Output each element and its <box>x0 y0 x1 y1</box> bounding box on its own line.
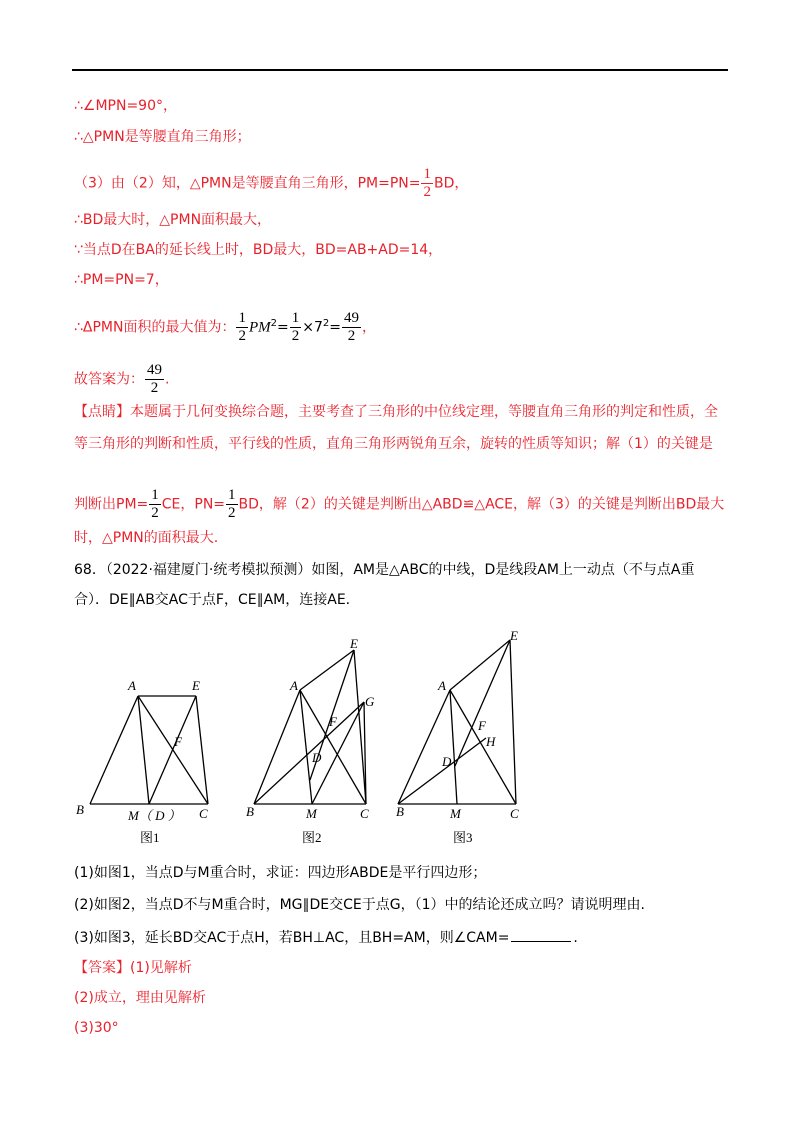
answer-line-2: (2)成立，理由见解析 <box>74 990 206 1006</box>
fig3-label-F: F <box>478 718 486 733</box>
solution-line-3: （3）由（2）知，△PMN是等腰直角三角形，PM=PN= $\frac{1}{2}$ BD， <box>74 166 469 200</box>
comment-line-4: 时，△PMN的面积最大. <box>74 530 219 546</box>
fig1-label-MD: M（ D ） <box>128 808 181 823</box>
solution-line-6: ∴PM=PN=7， <box>74 272 169 288</box>
fig3-label-D: D <box>442 754 452 769</box>
fig2-label-E: E <box>350 636 358 651</box>
fig2-label-F: F <box>329 714 337 729</box>
figure-2 <box>254 650 366 804</box>
answer-blank <box>511 927 571 942</box>
fig2-label-G: G <box>365 694 375 709</box>
fig1-label-E: E <box>192 678 200 693</box>
fig2-label-A: A <box>290 678 298 693</box>
question-3: (3)如图3，延长BD交AC于点H，若BH⊥AC，且BH=AM，则∠CAM= . <box>74 927 578 948</box>
figure-1 <box>90 696 208 804</box>
fig1-label-A: A <box>128 678 136 693</box>
comment-line-3: 判断出PM= $\frac{1}{2}$ CE，PN= $\frac{1}{2}$ BD，解（2）的关键是判断出△ABD≌△ACE，解（3）的关键是判断出BD最大 <box>74 487 725 521</box>
fig2-label-D: D <box>312 750 322 765</box>
fraction: $\frac{1}{2}$ <box>238 310 246 344</box>
header-rule <box>72 69 728 71</box>
caption-2: 图2 <box>302 830 322 845</box>
question-1: (1)如图1，当点D与M重合时，求证：四边形ABDE是平行四边形； <box>74 865 487 881</box>
solution-line-8: 故答案为： $\frac{49}{2}$ . <box>74 362 170 396</box>
fraction: $\frac{49}{2}$ <box>147 362 162 396</box>
comment-line-1: 【点睛】本题属于几何变换综合题，主要考查了三角形的中位线定理，等腰直角三角形的判定和性质，全 <box>74 404 718 420</box>
answer-line-1: 【答案】(1)见解析 <box>74 960 192 976</box>
fig3-label-B: B <box>396 804 404 819</box>
problem-line-2: 合）．DE∥AB交AC于点F，CE∥AM，连接AE. <box>74 592 351 608</box>
fig3-label-E: E <box>510 628 518 643</box>
fraction: $\frac{49}{2}$ <box>344 310 360 344</box>
fraction: $\frac{1}{2}$ <box>228 487 236 521</box>
comment-line-2: 等三角形的判断和性质，平行线的性质，直角三角形两锐角互余，旋转的性质等知识；解（1）的关键是 <box>74 436 713 452</box>
fraction: $\frac{1}{2}$ <box>291 310 300 344</box>
fig1-label-C: C <box>199 806 208 821</box>
geometry-figures <box>70 628 550 850</box>
fraction: $\frac{1}{2}$ <box>151 487 159 521</box>
solution-line-2: ∴△PMN是等腰直角三角形； <box>74 129 251 145</box>
caption-1: 图1 <box>140 830 160 845</box>
figures-svg <box>70 628 550 850</box>
solution-line-5: ∵当点D在BA的延长线上时，BD最大，BD=AB+AD=14， <box>74 242 443 258</box>
fig3-label-A: A <box>438 678 446 693</box>
problem-line-1: 68．（2022·福建厦门·统考模拟预测）如图，AM是△ABC的中线，D是线段AM上一动点（不与点A重 <box>74 562 695 578</box>
fig1-label-F: F <box>174 734 182 749</box>
comment-label: 【点睛】 <box>74 404 130 420</box>
fig3-label-C: C <box>510 806 519 821</box>
fig3-label-M: M <box>450 806 461 821</box>
fig3-label-H: H <box>486 734 496 749</box>
fig2-label-C: C <box>360 806 369 821</box>
fig2-label-B: B <box>246 804 254 819</box>
solution-line-7: ∴ΔPMN面积的最大值为： $\frac{1}{2}$ $PM^2=$ $\frac{1}{2}$ $\times 7^2=$ $\frac{49}{2}$ ， <box>74 310 377 344</box>
fig1-label-B: B <box>76 802 84 817</box>
caption-3: 图3 <box>453 830 473 845</box>
figure-3 <box>398 640 516 804</box>
solution-line-1: ∴∠MPN=90°， <box>74 98 177 114</box>
answer-line-3: (3)30° <box>74 1020 119 1036</box>
answer-label: 【答案】 <box>74 960 130 976</box>
fig2-label-M: M <box>306 806 317 821</box>
solution-line-4: ∴BD最大时，△PMN面积最大， <box>74 212 272 228</box>
fraction: $\frac{1}{2}$ <box>423 166 431 200</box>
question-2: (2)如图2，当点D不与M重合时，MG∥DE交CE于点G，（1）中的结论还成立吗？请说明理由. <box>74 897 645 913</box>
